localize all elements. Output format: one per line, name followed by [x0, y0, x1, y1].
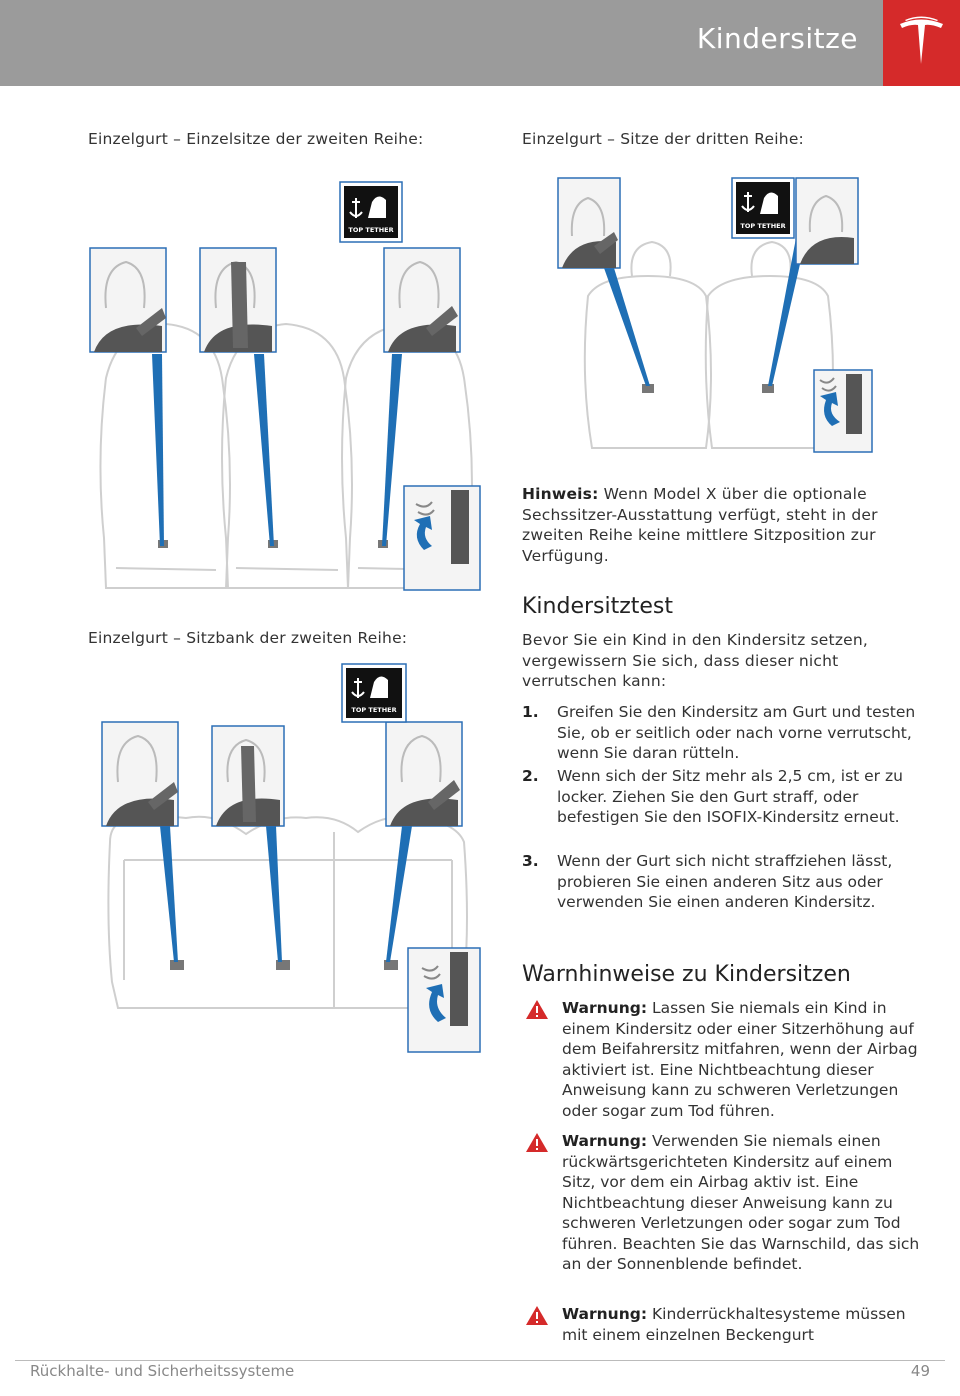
note-label: Hinweis:: [522, 485, 599, 503]
warning-label: Warnung:: [562, 1132, 648, 1150]
warning-text: Verwenden Sie niemals einen rückwärtsgerichteten Kindersitz auf einem Sitz, vor dem ein Airbag aktiv ist. Eine Nichtbeachtung dieser Anweisung kann zu schweren Verletzungen oder sogar zum Tod führen. Beachten Sie das Warnschild, das sich an der Sonnenblende befindet.: [562, 1132, 920, 1273]
warning-triangle-icon: [525, 1132, 549, 1153]
second-row-captain-seats-figure: [86, 178, 486, 598]
list-item-number: 2.: [522, 767, 539, 785]
warning-text: Kinderrückhaltesysteme müssen mit einem einzelnen Beckengurt: [562, 1305, 906, 1344]
tesla-logo-icon: [883, 0, 960, 86]
warning-triangle-icon: [525, 1305, 549, 1326]
warning-label: Warnung:: [562, 999, 648, 1017]
figure1-caption: Einzelgurt – Einzelsitze der zweiten Reihe:: [88, 130, 424, 148]
warning-text: Lassen Sie niemals ein Kind in einem Kindersitz oder einer Sitzerhöhung auf dem Beifahrersitz mitfahren, wenn der Airbag aktiviert ist. Eine Nichtbeachtung dieser Anweisung kann zu schweren Verletzungen oder sogar zum Tod führen.: [562, 999, 918, 1120]
logo-box: [883, 0, 960, 86]
figure3-caption: Einzelgurt – Sitze der dritten Reihe:: [522, 130, 804, 148]
list-item: [522, 851, 922, 913]
top-tether-badge-label: TOP TETHER: [348, 226, 394, 234]
list-item-text: Greifen Sie den Kindersitz am Gurt und testen Sie, ob er seitlich oder nach vorne verrutscht, wenn Sie daran rütteln.: [557, 703, 916, 762]
list-item: [522, 702, 922, 764]
warning-triangle-icon: [525, 999, 549, 1020]
note-paragraph: [522, 484, 922, 566]
footer-divider: [15, 1360, 945, 1361]
list-item-number: 3.: [522, 852, 539, 870]
list-item: [522, 766, 922, 828]
second-row-bench-figure: [96, 662, 486, 1056]
footer-section-name: Rückhalte- und Sicherheitssysteme: [30, 1362, 295, 1380]
warning-block: [522, 1304, 922, 1345]
list-item-number: 1.: [522, 703, 539, 721]
list-item-text: Wenn sich der Sitz mehr als 2,5 cm, ist er zu locker. Ziehen Sie den Gurt straff, oder befestigen Sie den ISOFIX-Kindersitz erneut.: [557, 767, 903, 826]
page-header: [0, 0, 960, 86]
section-title-warnhinweise: Warnhinweise zu Kindersitzen: [522, 962, 851, 987]
note-text: Wenn Model X über die optionale Sechssitzer-Ausstattung verfügt, steht in der zweiten Reihe keine mittlere Sitzposition zur Verfügung.: [522, 485, 878, 565]
third-row-seats-figure: [556, 176, 876, 456]
page-number: 49: [910, 1362, 930, 1380]
warning-label: Warnung:: [562, 1305, 648, 1323]
warning-block: [522, 998, 922, 1121]
page-title: Kindersitze: [696, 22, 858, 55]
warning-block: [522, 1131, 922, 1275]
top-tether-badge-label: TOP TETHER: [351, 706, 397, 714]
top-tether-badge-label: TOP TETHER: [740, 222, 786, 230]
list-item-text: Wenn der Gurt sich nicht straffziehen lässt, probieren Sie einen anderen Sitz aus oder verwenden Sie einen anderen Kindersitz.: [557, 852, 893, 911]
section1-intro: Bevor Sie ein Kind in den Kindersitz setzen, vergewissern Sie sich, dass dieser nicht verrutschen kann:: [522, 631, 869, 690]
figure2-caption: Einzelgurt – Sitzbank der zweiten Reihe:: [88, 629, 408, 647]
section-title-kindersitztest: Kindersitztest: [522, 594, 674, 619]
